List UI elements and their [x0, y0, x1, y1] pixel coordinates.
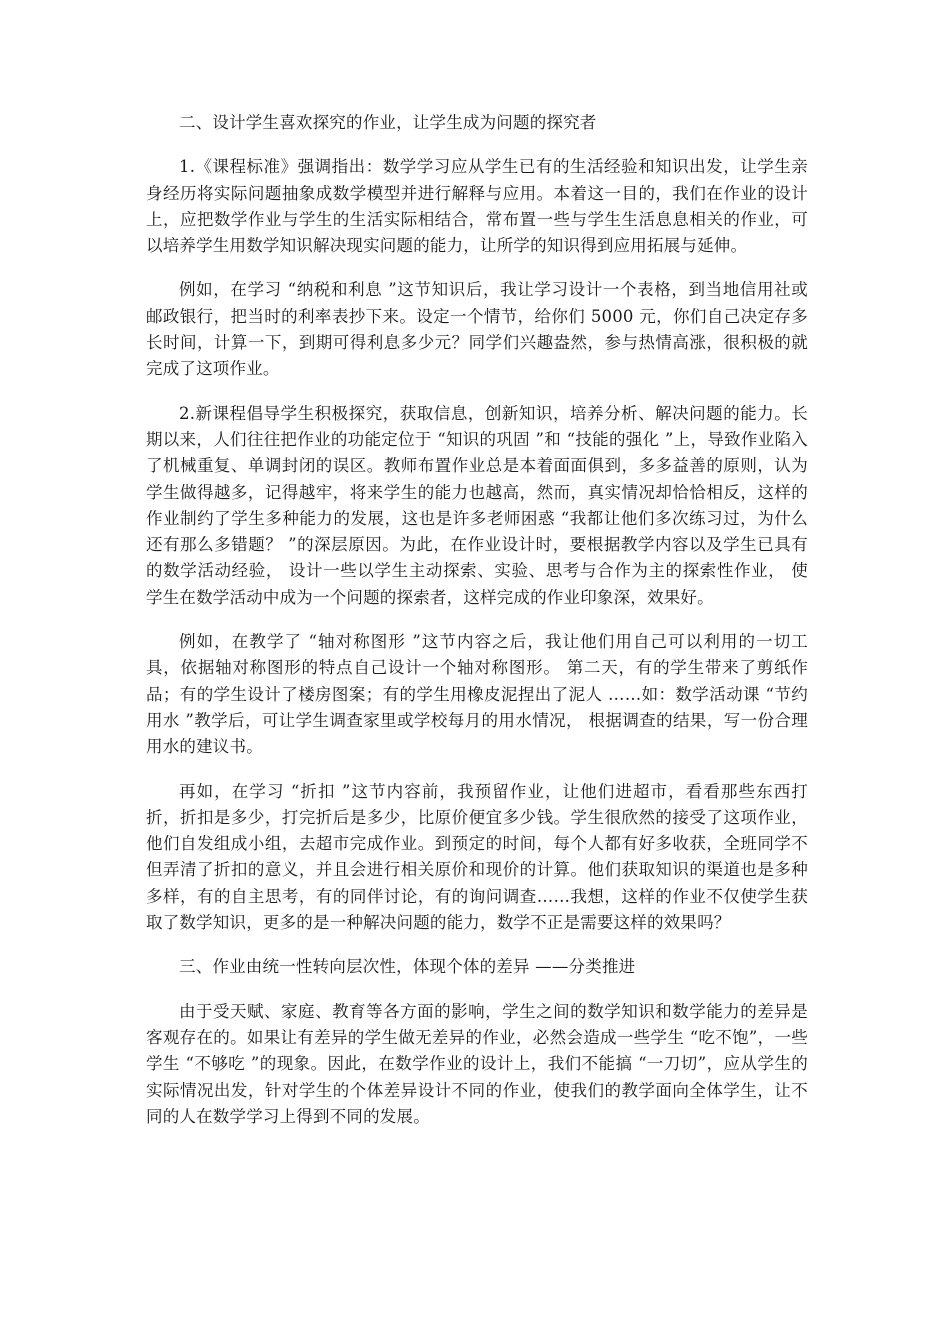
body-paragraph: 由于受天赋、家庭、教育等各方面的影响，学生之间的数学知识和数学能力的差异是客观存在的。如果让有差异的学生做无差异的作业，必然会造成一些学生 “吃不饱”，一些学生 “不够吃 ”的现象。因此，在数学作业的设计上，我们不能搞 “一刀切”，应从学生的实际情况出发，针对学生的个体差异设计不同的作业，使我们的教学面向全体学生，让不同的人在数学学习上得到不同的发展。: [146, 1001, 808, 1126]
body-paragraph: 例如，在教学了 “轴对称图形 ”这节内容之后，我让他们用自己可以利用的一切工具，依据轴对称图形的特点自己设计一个轴对称图形。 第二天，有的学生带来了剪纸作品；有的学生设计了楼房图案；有的学生用橡皮泥捏出了泥人 ……如：数学活动课 “节约用水 ”教学后，可让学生调查家里或学校每月的用水情况， 根据调查的结果，写一份合理用水的建议书。: [146, 632, 808, 757]
document-page: [146, 110, 808, 1148]
body-paragraph: 例如，在学习 “纳税和利息 ”这节知识后，我让学习设计一个表格，到当地信用社或邮政银行，把当时的利率表抄下来。设定一个情节，给你们 5000 元，你们自己决定存多长时间，计算一下，到期可得利息多少元？同学们兴趣盎然，参与热情高涨，很积极的就完成了这项作业。: [146, 280, 808, 379]
section-heading: 二、设计学生喜欢探究的作业，让学生成为问题的探究者: [179, 113, 597, 132]
body-paragraph: 1.《课程标准》强调指出：数学学习应从学生已有的生活经验和知识出发，让学生亲身经历将实际问题抽象成数学模型并进行解释与应用。本着这一目的，我们在作业的设计上，应把数学作业与学生的生活实际相结合，常布置一些与学生生活息息相关的作业，可以培养学生用数学知识解决现实问题的能力，让所学的知识得到应用拓展与延伸。: [146, 157, 808, 256]
section-heading: 三、作业由统一性转向层次性，体现个体的差异 ——分类推进: [179, 957, 636, 977]
body-paragraph: 2.新课程倡导学生积极探究，获取信息，创新知识，培养分析、解决问题的能力。长期以来，人们往往把作业的功能定位于 “知识的巩固 ”和 “技能的强化 ”上，导致作业陷入了机械重复、单调封闭的误区。教师布置作业总是本着面面俱到，多多益善的原则，认为学生做得越多，记得越牢，将来学生的能力也越高，然而，真实情况却恰恰相反，这样的作业制约了学生多种能力的发展，这也是许多老师困惑 “我都让他们多次练习过，为什么还有那么多错题？ ”的深层原因。为此，在作业设计时，要根据教学内容以及学生已具有的数学活动经验， 设计一些以学生主动探索、实验、思考与合作为主的探索性作业， 使学生在数学活动中成为一个问题的探索者，这样完成的作业印象深，效果好。: [146, 403, 808, 607]
body-paragraph: 再如，在学习 “折扣 ”这节内容前，我预留作业，让他们进超市，看看那些东西打折，折扣是多少，打完折后是多少，比原价便宜多少钱。学生很欣然的接受了这项作业，他们自发组成小组，去超市完成作业。到预定的时间，每个人都有好多收获，全班同学不但弄清了折扣的意义，并且会进行相关原价和现价的计算。他们获取知识的渠道也是多种多样，有的自主思考，有的同伴讨论，有的询问调查……我想，这样的作业不仅使学生获取了数学知识，更多的是一种解决问题的能力，数学不正是需要这样的效果吗？: [146, 781, 808, 933]
